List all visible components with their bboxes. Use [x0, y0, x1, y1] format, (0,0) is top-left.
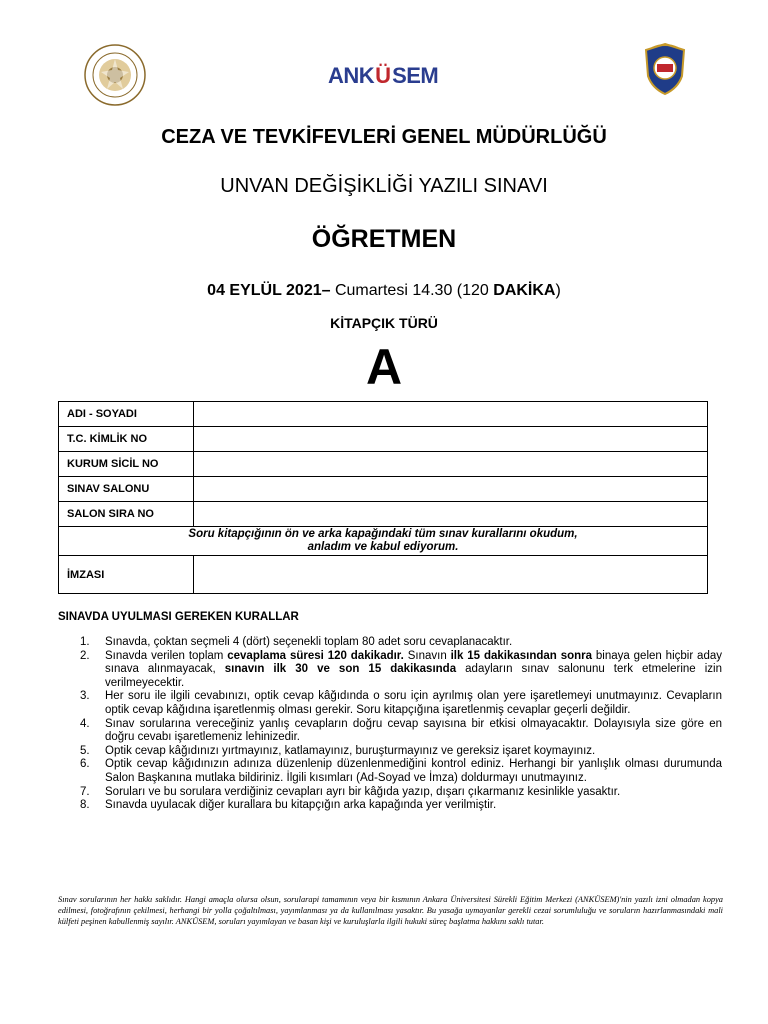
list-item [80, 690, 722, 717]
booklet-label: KİTAPÇIK TÜRÜ [330, 315, 438, 331]
name-field[interactable] [194, 402, 708, 427]
date-bold: 04 EYLÜL 2021– [207, 282, 331, 299]
copyright-notice: Sınav sorularının her hakkı saklıdır. Hangi amaçla olursa olsun, sorularapi tamamının veya bir kısmının Ankara Üniversitesi Sürekli Eğitim Merkezi (ANKÜSEM)'nin yazılı izni olmadan kopya edilmesi, fotoğrafının çekilmesi, herhangi bir yolla çoğaltılması, yayımlanması ya da kullanılması yasaktır. Bu yasağa uymayanlar gerekli cezai sorumluluğu ve soruların hazırlanmasındaki mali külfeti peşinen kabullenmiş sayılır. ANKÜSEM, soruları yayımlayan ve basan kişi ve kuruluşlarla ilgili hukuki süreç başlatma hakkını saklı tutar. [58, 895, 723, 926]
list-item [80, 786, 722, 800]
list-item [80, 718, 722, 745]
list-item-number: 3. [80, 690, 90, 703]
rule-text: Sınavda, çoktan seçmeli 4 (dört) seçenekli toplam 80 adet soru cevaplanacaktır. [105, 636, 513, 648]
rule-text: ilk 15 dakikasından sonra [450, 649, 593, 662]
exam-name: UNVAN DEĞİŞİKLİĞİ YAZILI SINAVI [220, 175, 548, 197]
table-row [59, 527, 708, 556]
list-item [80, 799, 722, 813]
logo-text-sem: SEM [392, 63, 439, 88]
list-item-number: 6. [80, 758, 90, 771]
list-item-number: 1. [80, 636, 90, 648]
rule-text: Her soru ile ilgili cevabınızı, optik cevap kâğıdında o soru için ayrılmış olan yere işaretlemeyi unutmayınız. Cevapların optik cevap kâğıdına işaretlenmiş olması gerekir. Soru kitapçığına işaretlenmiş cevaplar geçerli değildir. [105, 690, 722, 716]
cte-emblem-icon [644, 42, 686, 96]
list-item [80, 636, 722, 650]
rules-list [80, 636, 722, 813]
signature-field[interactable] [194, 556, 708, 594]
exam-hall-field[interactable] [194, 477, 708, 502]
booklet-type: A [365, 339, 403, 395]
institution-title: CEZA VE TEVKİFEVLERİ GENEL MÜDÜRLÜĞÜ [161, 126, 607, 148]
rule-text: adayların sınav salonunu terk etmelerine izin verilmeyecektir. [105, 663, 722, 689]
rule-text: Optik cevap kâğıdınızın adınıza düzenlenip düzenlenmediğini kontrol ediniz. Herhangi bir yanlışlık olması durumunda Salon Başkanına mutlaka bildiriniz. İlgili kısımları (Ad-Soyad ve İmza) doldurmayı unutmayınız. [105, 758, 722, 784]
rule-text: Sınavda verilen toplam [105, 649, 228, 662]
field-label: SINAV SALONU [59, 477, 194, 502]
notice-line: Soru kitapçığının ön ve arka kapağındaki tüm sınav kurallarını okudum, [188, 528, 578, 540]
seat-no-field[interactable] [194, 502, 708, 527]
field-label: ADI - SOYADI [59, 402, 194, 427]
ankara-universitesi-seal-icon [84, 44, 146, 106]
table-row [59, 452, 708, 477]
field-label: SALON SIRA NO [59, 502, 194, 527]
position-title: ÖĞRETMEN [311, 225, 457, 253]
date-bold2: DAKİKA [493, 282, 556, 299]
logo-mark: Ü [375, 63, 392, 88]
list-item [80, 758, 722, 785]
list-item-number: 5. [80, 744, 90, 757]
rule-text: Soruları ve bu sorulara verdiğiniz cevapları ayrı bir kâğıda yazıp, dışarı çıkarmanız kesinlikle yasaktır. [105, 785, 621, 798]
ankusem-logo [328, 62, 438, 90]
list-item-number: 7. [80, 785, 90, 798]
tc-id-field[interactable] [194, 427, 708, 452]
date-plain: Cumartesi 14.30 (120 [330, 282, 494, 299]
list-item-number: 8. [80, 799, 90, 812]
candidate-info-table [58, 401, 708, 594]
rule-text: sınavın ilk 30 ve son 15 dakikasında [224, 663, 457, 676]
agreement-notice [59, 527, 708, 556]
rule-text: Optik cevap kâğıdınızı yırtmayınız, katlamayınız, buruşturmayınız ve gereksiz işaret koymayınız. [105, 744, 596, 757]
rule-text: Sınavın [403, 649, 451, 662]
table-row [59, 477, 708, 502]
rules-title: SINAVDA UYULMASI GEREKEN KURALLAR [58, 611, 299, 623]
field-label: KURUM SİCİL NO [59, 452, 194, 477]
list-item [80, 650, 722, 691]
rule-text: Sınavda uyulacak diğer kurallara bu kitapçığın arka kapağında yer verilmiştir. [105, 799, 497, 812]
exam-date [0, 282, 768, 300]
notice-line: anladım ve kabul ediyorum. [307, 541, 459, 553]
rule-text: Sınav sorularına vereceğiniz yanlış cevapların doğru cevap sayısına bir etkisi olmayacaktır. Dolayısıyla size göre en doğru cevabı işaretlemeniz lehinizedir. [105, 717, 722, 744]
rule-text: binaya gelen hiçbir aday sınava alınmayacak, [105, 649, 722, 676]
registry-no-field[interactable] [194, 452, 708, 477]
table-row [59, 556, 708, 594]
field-label: İMZASI [59, 556, 194, 594]
field-label: T.C. KİMLİK NO [59, 427, 194, 452]
date-end: ) [555, 282, 561, 299]
list-item-number: 4. [80, 717, 90, 730]
table-row [59, 402, 708, 427]
table-row [59, 502, 708, 527]
logo-text-ank: ANK [328, 63, 375, 88]
list-item [80, 745, 722, 759]
table-row [59, 427, 708, 452]
rule-text: cevaplama süresi 120 dakikadır. [227, 649, 404, 662]
list-item-number: 2. [80, 649, 90, 662]
